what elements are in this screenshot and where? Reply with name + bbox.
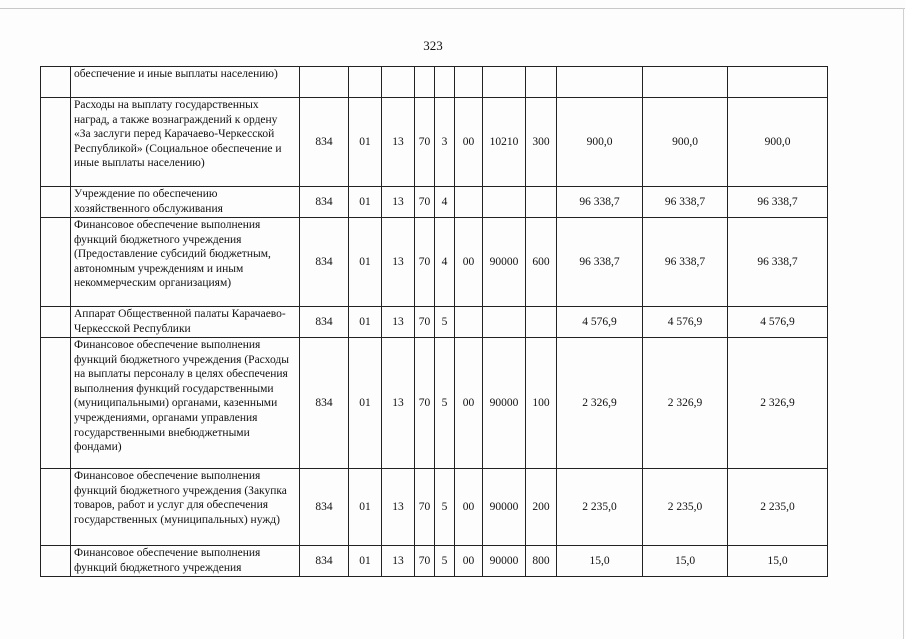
section-code-cell: 01: [349, 218, 382, 307]
section-code-cell: 01: [349, 307, 382, 338]
row-index-cell: [41, 187, 71, 218]
ministry-code-cell: [300, 67, 349, 98]
direction-code-cell: 00: [455, 98, 483, 187]
table-row: [41, 67, 828, 98]
amount-year-2-cell: 4 576,9: [643, 307, 728, 338]
section-code-cell: 01: [349, 187, 382, 218]
subsection-code-cell: 13: [382, 187, 415, 218]
type-code-cell: 800: [526, 546, 557, 577]
expense-code-cell: [483, 307, 526, 338]
budget-table: [40, 66, 828, 577]
subprogram-code-cell: 4: [435, 218, 455, 307]
amount-year-1-cell: 15,0: [557, 546, 643, 577]
type-code-cell: 200: [526, 469, 557, 546]
row-index-cell: [41, 218, 71, 307]
direction-code-cell: [455, 187, 483, 218]
program-code-cell: 70: [415, 98, 435, 187]
amount-year-2-cell: 2 235,0: [643, 469, 728, 546]
table-row: [41, 187, 828, 218]
page-number: 323: [423, 38, 443, 53]
ministry-code-cell: 834: [300, 338, 349, 469]
subprogram-code-cell: 5: [435, 546, 455, 577]
table-row: [41, 98, 828, 187]
amount-year-1-cell: 4 576,9: [557, 307, 643, 338]
subsection-code-cell: [382, 67, 415, 98]
subprogram-code-cell: 3: [435, 98, 455, 187]
direction-code-cell: 00: [455, 469, 483, 546]
table-row: [41, 338, 828, 469]
type-code-cell: [526, 187, 557, 218]
amount-year-1-cell: 96 338,7: [557, 187, 643, 218]
ministry-code-cell: 834: [300, 218, 349, 307]
table-body: [41, 67, 828, 577]
amount-year-3-cell: 2 235,0: [728, 469, 828, 546]
row-index-cell: [41, 546, 71, 577]
program-code-cell: 70: [415, 307, 435, 338]
table-row: [41, 218, 828, 307]
ministry-code-cell: 834: [300, 469, 349, 546]
ministry-code-cell: 834: [300, 98, 349, 187]
program-code-cell: 70: [415, 469, 435, 546]
row-name-cell: Аппарат Общественной палаты Карачаево-Черкесской Республики: [71, 307, 300, 338]
expense-code-cell: [483, 67, 526, 98]
row-index-cell: [41, 307, 71, 338]
section-code-cell: 01: [349, 98, 382, 187]
ministry-code-cell: 834: [300, 546, 349, 577]
subprogram-code-cell: 5: [435, 338, 455, 469]
program-code-cell: 70: [415, 218, 435, 307]
amount-year-1-cell: [557, 67, 643, 98]
direction-code-cell: [455, 67, 483, 98]
amount-year-3-cell: 900,0: [728, 98, 828, 187]
subprogram-code-cell: 5: [435, 307, 455, 338]
ministry-code-cell: 834: [300, 307, 349, 338]
table-row: [41, 546, 828, 577]
subsection-code-cell: 13: [382, 218, 415, 307]
right-rule: [903, 8, 904, 639]
subprogram-code-cell: 4: [435, 187, 455, 218]
amount-year-3-cell: 15,0: [728, 546, 828, 577]
section-code-cell: 01: [349, 469, 382, 546]
row-name-cell: обеспечение и иные выплаты населению): [71, 67, 300, 98]
row-index-cell: [41, 469, 71, 546]
direction-code-cell: [455, 307, 483, 338]
row-name-cell: Финансовое обеспечение выполнения функций бюджетного учреждения (Предоставление субсидий бюджетным, автономным учреждениям и иным некоммерческим организациям): [71, 218, 300, 307]
direction-code-cell: 00: [455, 338, 483, 469]
row-name-cell: Финансовое обеспечение выполнения функций бюджетного учреждения (Расходы на выплаты персоналу в целях обеспечения выполнения функций государственными (муниципальными) органами, казенными учреждениями, органами управления государственными внебюджетными фондами): [71, 338, 300, 469]
row-index-cell: [41, 338, 71, 469]
expense-code-cell: 90000: [483, 218, 526, 307]
amount-year-3-cell: [728, 67, 828, 98]
amount-year-3-cell: 2 326,9: [728, 338, 828, 469]
amount-year-2-cell: 900,0: [643, 98, 728, 187]
table-row: [41, 469, 828, 546]
amount-year-2-cell: 2 326,9: [643, 338, 728, 469]
amount-year-3-cell: 96 338,7: [728, 187, 828, 218]
type-code-cell: [526, 67, 557, 98]
table-row: [41, 307, 828, 338]
expense-code-cell: 90000: [483, 546, 526, 577]
row-index-cell: [41, 98, 71, 187]
subsection-code-cell: 13: [382, 307, 415, 338]
row-name-cell: Финансовое обеспечение выполнения функций бюджетного учреждения (Закупка товаров, работ и услуг для обеспечения государственных (муниципальных) нужд): [71, 469, 300, 546]
amount-year-2-cell: 96 338,7: [643, 218, 728, 307]
amount-year-1-cell: 96 338,7: [557, 218, 643, 307]
type-code-cell: 300: [526, 98, 557, 187]
amount-year-3-cell: 4 576,9: [728, 307, 828, 338]
row-index-cell: [41, 67, 71, 98]
subsection-code-cell: 13: [382, 469, 415, 546]
row-name-cell: Учреждение по обеспечению хозяйственного обслуживания: [71, 187, 300, 218]
amount-year-2-cell: [643, 67, 728, 98]
top-rule: [0, 8, 905, 9]
subsection-code-cell: 13: [382, 546, 415, 577]
subprogram-code-cell: [435, 67, 455, 98]
type-code-cell: 100: [526, 338, 557, 469]
row-name-cell: Расходы на выплату государственных наград, а также вознаграждений к ордену «За заслуги перед Карачаево-Черкесской Республикой» (Социальное обеспечение и иные выплаты населению): [71, 98, 300, 187]
program-code-cell: 70: [415, 187, 435, 218]
amount-year-1-cell: 900,0: [557, 98, 643, 187]
row-name-cell: Финансовое обеспечение выполнения функций бюджетного учреждения: [71, 546, 300, 577]
direction-code-cell: 00: [455, 218, 483, 307]
program-code-cell: 70: [415, 546, 435, 577]
direction-code-cell: 00: [455, 546, 483, 577]
expense-code-cell: 10210: [483, 98, 526, 187]
amount-year-2-cell: 96 338,7: [643, 187, 728, 218]
subsection-code-cell: 13: [382, 98, 415, 187]
subsection-code-cell: 13: [382, 338, 415, 469]
program-code-cell: 70: [415, 338, 435, 469]
amount-year-3-cell: 96 338,7: [728, 218, 828, 307]
program-code-cell: [415, 67, 435, 98]
expense-code-cell: 90000: [483, 469, 526, 546]
amount-year-1-cell: 2 235,0: [557, 469, 643, 546]
section-code-cell: 01: [349, 546, 382, 577]
type-code-cell: [526, 307, 557, 338]
section-code-cell: [349, 67, 382, 98]
expense-code-cell: [483, 187, 526, 218]
subprogram-code-cell: 5: [435, 469, 455, 546]
expense-code-cell: 90000: [483, 338, 526, 469]
type-code-cell: 600: [526, 218, 557, 307]
amount-year-2-cell: 15,0: [643, 546, 728, 577]
amount-year-1-cell: 2 326,9: [557, 338, 643, 469]
ministry-code-cell: 834: [300, 187, 349, 218]
section-code-cell: 01: [349, 338, 382, 469]
